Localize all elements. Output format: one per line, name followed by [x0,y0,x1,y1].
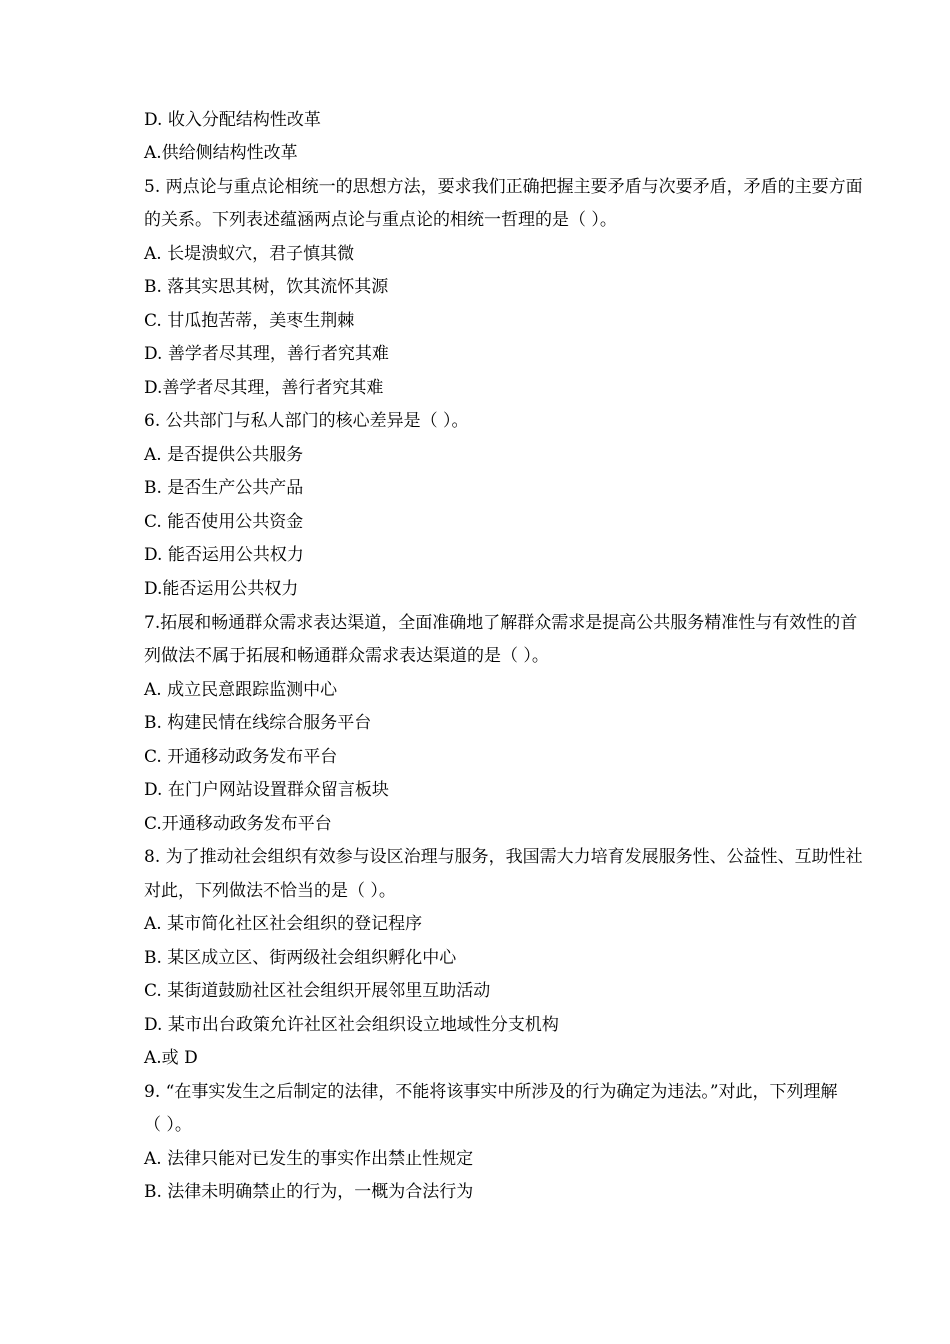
option-c-q5: C. 甘瓜抱苦蒂，美枣生荆棘 [144,311,355,331]
question-5-line-2: 的关系。下列表述蕴涵两点论与重点论的相统一哲理的是（ ）。 [144,210,617,230]
answer-q8: A.或 D [144,1048,198,1068]
answer-q6: D.能否运用公共权力 [144,579,299,599]
option-d-q6: D. 能否运用公共权力 [144,545,304,565]
option-c-q6: C. 能否使用公共资金 [144,512,304,532]
option-b-q8: B. 某区成立区、街两级社会组织孵化中心 [144,948,457,968]
question-8-line-2: 对此，下列做法不恰当的是（ ）。 [144,881,396,901]
question-5-line-1: 5. 两点论与重点论相统一的思想方法，要求我们正确把握主要矛盾与次要矛盾，矛盾的主要方面 [144,177,863,197]
option-a-q7: A. 成立民意跟踪监测中心 [144,680,338,700]
option-b-q7: B. 构建民情在线综合服务平台 [144,713,372,733]
question-9-line-1: 9. “在事实发生之后制定的法律，不能将该事实中所涉及的行为确定为违法。”对此，下列理解 [144,1082,838,1102]
question-6: 6. 公共部门与私人部门的核心差异是（ ）。 [144,411,469,431]
option-d-q8: D. 某市出台政策允许社区社会组织设立地域性分支机构 [144,1015,559,1035]
option-a-q5: A. 长堤溃蚁穴，君子慎其微 [144,244,355,264]
answer-q5: D.善学者尽其理，善行者究其难 [144,378,384,398]
option-c-q8: C. 某街道鼓励社区社会组织开展邻里互助活动 [144,981,491,1001]
option-d-q4: D. 收入分配结构性改革 [144,110,321,130]
question-7-line-2: 列做法不属于拓展和畅通群众需求表达渠道的是（ ）。 [144,646,549,666]
question-7-line-1: 7.拓展和畅通群众需求表达渠道，全面准确地了解群众需求是提高公共服务精准性与有效性的首 [144,613,858,633]
question-8-line-1: 8. 为了推动社会组织有效参与设区治理与服务，我国需大力培育发展服务性、公益性、互助性社 [144,847,863,867]
answer-q4: A.供给侧结构性改革 [144,143,298,163]
option-b-q5: B. 落其实思其树，饮其流怀其源 [144,277,389,297]
option-a-q9: A. 法律只能对已发生的事实作出禁止性规定 [144,1149,474,1169]
question-9-line-2: （ ）。 [144,1115,192,1135]
option-c-q7: C. 开通移动政务发布平台 [144,747,338,767]
option-a-q8: A. 某市简化社区社会组织的登记程序 [144,914,423,934]
option-b-q6: B. 是否生产公共产品 [144,478,304,498]
option-a-q6: A. 是否提供公共服务 [144,445,304,465]
option-d-q7: D. 在门户网站设置群众留言板块 [144,780,389,800]
option-b-q9: B. 法律未明确禁止的行为，一概为合法行为 [144,1182,474,1202]
option-d-q5: D. 善学者尽其理，善行者究其难 [144,344,389,364]
answer-q7: C.开通移动政务发布平台 [144,814,332,834]
